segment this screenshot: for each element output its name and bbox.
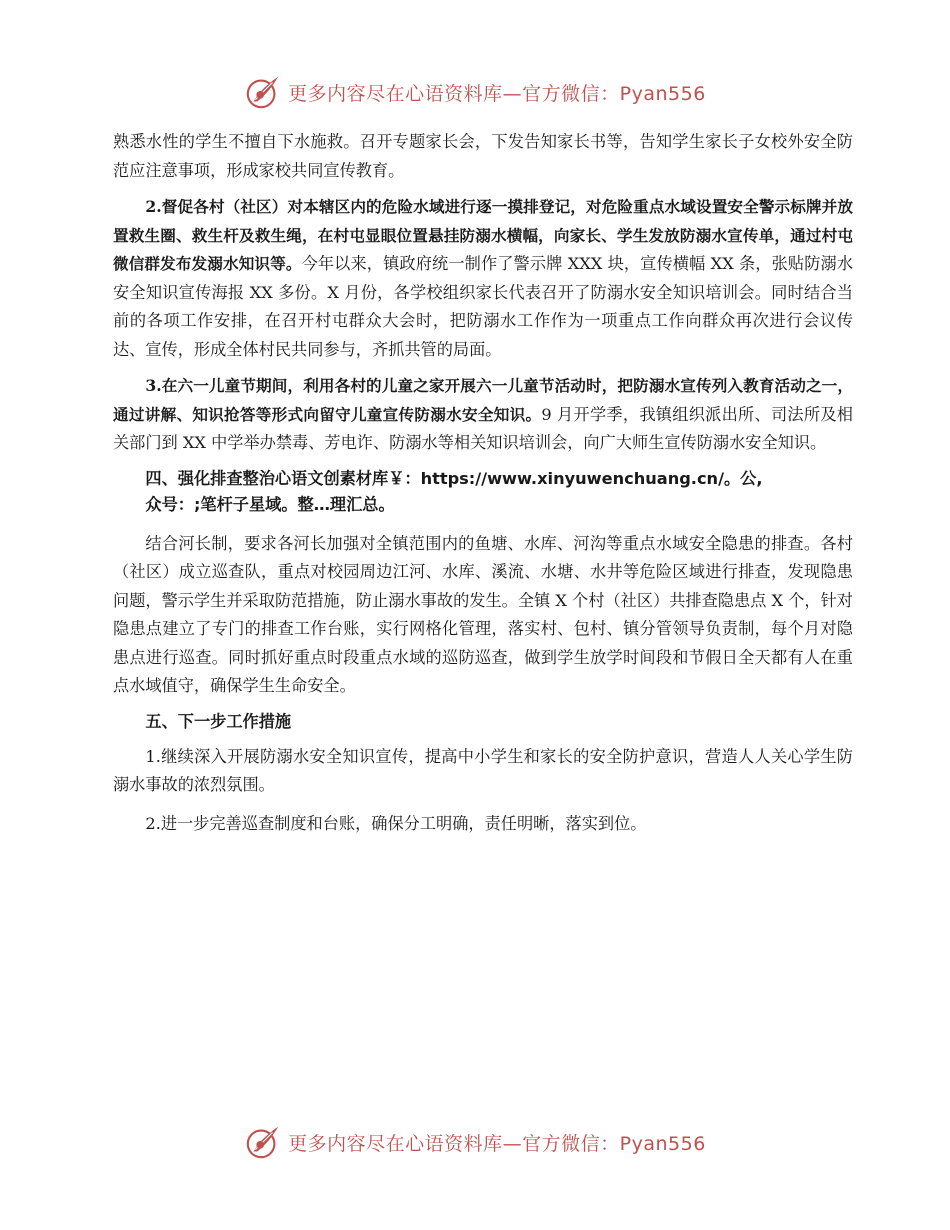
paragraph-2-bold-text: 督促各村（社区）对本辖区内的危险水域进行逐一摸排登记，对危险重点水域设置安全警示标牌并放置救生圈、救生杆及救生绳，在村屯显眼位置悬挂防溺水横幅，向家长、学生发放防溺水宣传单，通过村屯微信群发布发溺水知识等。 <box>113 198 853 273</box>
paragraph-2-rest-first: 今年以来，镇政府统 <box>301 254 449 273</box>
header-banner-text: 更多内容尽在心语资料库—官方微信：Pyan556 <box>288 82 706 105</box>
quill-pen-logo <box>244 1123 282 1161</box>
section-heading-4-line-1: 四、强化排查整治心语文创素材库￥：https://www.xinyuwenchuang.cn/。公, <box>145 468 763 488</box>
header-banner <box>0 70 950 114</box>
paragraph-3-rest: 季，我镇组织派出所、司法所及相关部门到 XX 中学举办禁毒、芳电诈、防溺水等相关知识培训会，向广大师生宣传防溺水安全知识。 <box>113 404 853 452</box>
paragraph-3-number: 3. <box>145 376 162 395</box>
paragraph-2 <box>113 193 853 364</box>
paragraph-6: 2.进一步完善巡查制度和台账，确保分工明确，责任明晰，落实到位。 <box>145 813 647 833</box>
paragraph-2-number: 2. <box>145 197 162 216</box>
quill-pen-logo <box>244 73 282 111</box>
paragraph-5: 1.继续深入开展防溺水安全知识宣传，提高中小学生和家长的安全防护意识，营造人人关心学生防溺水事故的浓烈氛围。 <box>113 746 853 794</box>
paragraph-4: 结合河长制，要求各河长加强对全镇范围内的鱼塘、水库、河沟等重点水域安全隐患的排查。各村（社区）成立巡查队，重点对校园周边江河、水库、溪流、水塘、水井等危险区域进行排查，发现隐患问题，警示学生并采取防范措施，防止溺水事故的发生。全镇 X 个村（社区）共排查隐患点 X 个，针对隐患点建立了专门的排查工作台账，实行网格化管理，落实村、包村、镇分管领导负责制，每个月对隐患点进行巡查。同时抓好重点时段重点水域的巡防巡查，做到学生放学时间段和节假日全天都有人在重点水域值守，确保学生生命安全。 <box>113 533 853 695</box>
paragraph-2-rest: 一制作了警示牌 XXX 块，宣传横幅 XX 条，张贴防溺水安全知识宣传海报 XX 多份。X 月份，各学校组织家长代表召开了防溺水安全知识培训会。同时结合当前的各项工作安排，在召开村屯群众大会时，把防溺水工作作为一项重点工作向群众再次进行会议传达、宣传，形成全体村民共同参与，齐抓共管的局面。 <box>113 254 854 359</box>
paragraph-1: 熟悉水性的学生不擅自下水施救。召开专题家长会，下发告知家长书等，告知学生家长子女校外安全防范应注意事项，形成家校共同宣传教育。 <box>113 132 853 180</box>
document-body <box>113 126 853 838</box>
section-heading-4-line-2: 众号：;笔杆子星域。整…理汇总。 <box>145 494 395 514</box>
section-heading-5: 五、下一步工作措施 <box>145 711 292 731</box>
paragraph-3-rest-first: 9 月开学 <box>541 404 607 424</box>
footer-banner <box>0 1120 950 1164</box>
section-heading-4-continued <box>113 492 853 518</box>
section-heading-4 <box>113 466 853 492</box>
paragraph-3 <box>113 372 853 458</box>
paragraph-3-bold-text: 在六一儿童节期间，利用各村的儿童之家开展六一儿童节活动时，把防溺水宣传列入教育活动之一，通过讲解、知识抢答等形式向留守儿童宣传防溺水安全知识。 <box>113 377 853 424</box>
footer-banner-text: 更多内容尽在心语资料库—官方微信：Pyan556 <box>288 1132 706 1155</box>
